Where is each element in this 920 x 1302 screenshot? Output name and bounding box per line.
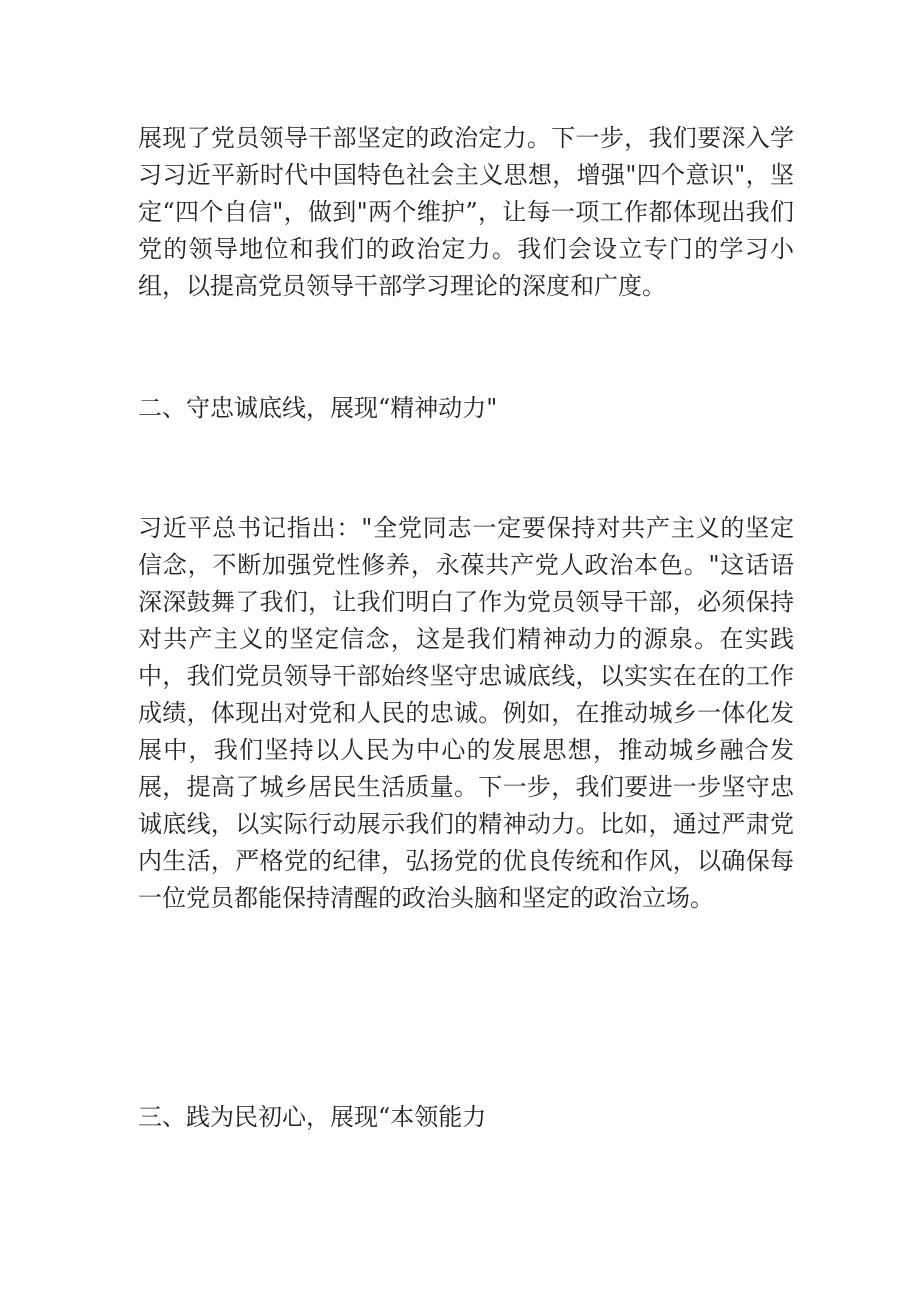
section-heading: 二、守忠诚底线，展现“精神动力" — [138, 394, 498, 422]
body-paragraph: 展现了党员领导干部坚定的政治定力。下一步，我们要深入学习习近平新时代中国特色社会主义思想，增强"四个意识"，坚定“四个自信"，做到"两个维护”，让每一项工作都体现出我们党的领导地位和我们的政治定力。我们会设立专门的学习小组，以提高党员领导干部学习理论的深度和广度。 — [138, 124, 794, 300]
section-heading: 三、践为民初心，展现“本领能力 — [138, 1103, 487, 1131]
body-paragraph: 习近平总书记指出："全党同志一定要保持对共产主义的坚定信念，不断加强党性修养，永葆共产党人政治本色。"这话语深深鼓舞了我们，让我们明白了作为党员领导干部，必须保持对共产主义的坚定信念，这是我们精神动力的源泉。在实践中，我们党员领导干部始终坚守忠诚底线，以实实在在的工作成绩，体现出对党和人民的忠诚。例如，在推动城乡一体化发展中，我们坚持以人民为中心的发展思想，推动城乡融合发展，提高了城乡居民生活质量。下一步，我们要进一步坚守忠诚底线，以实际行动展示我们的精神动力。比如，通过严肃党内生活，严格党的纪律，弘扬党的优良传统和作风，以确保每一位党员都能保持清醒的政治头脑和坚定的政治立场。 — [138, 514, 794, 912]
